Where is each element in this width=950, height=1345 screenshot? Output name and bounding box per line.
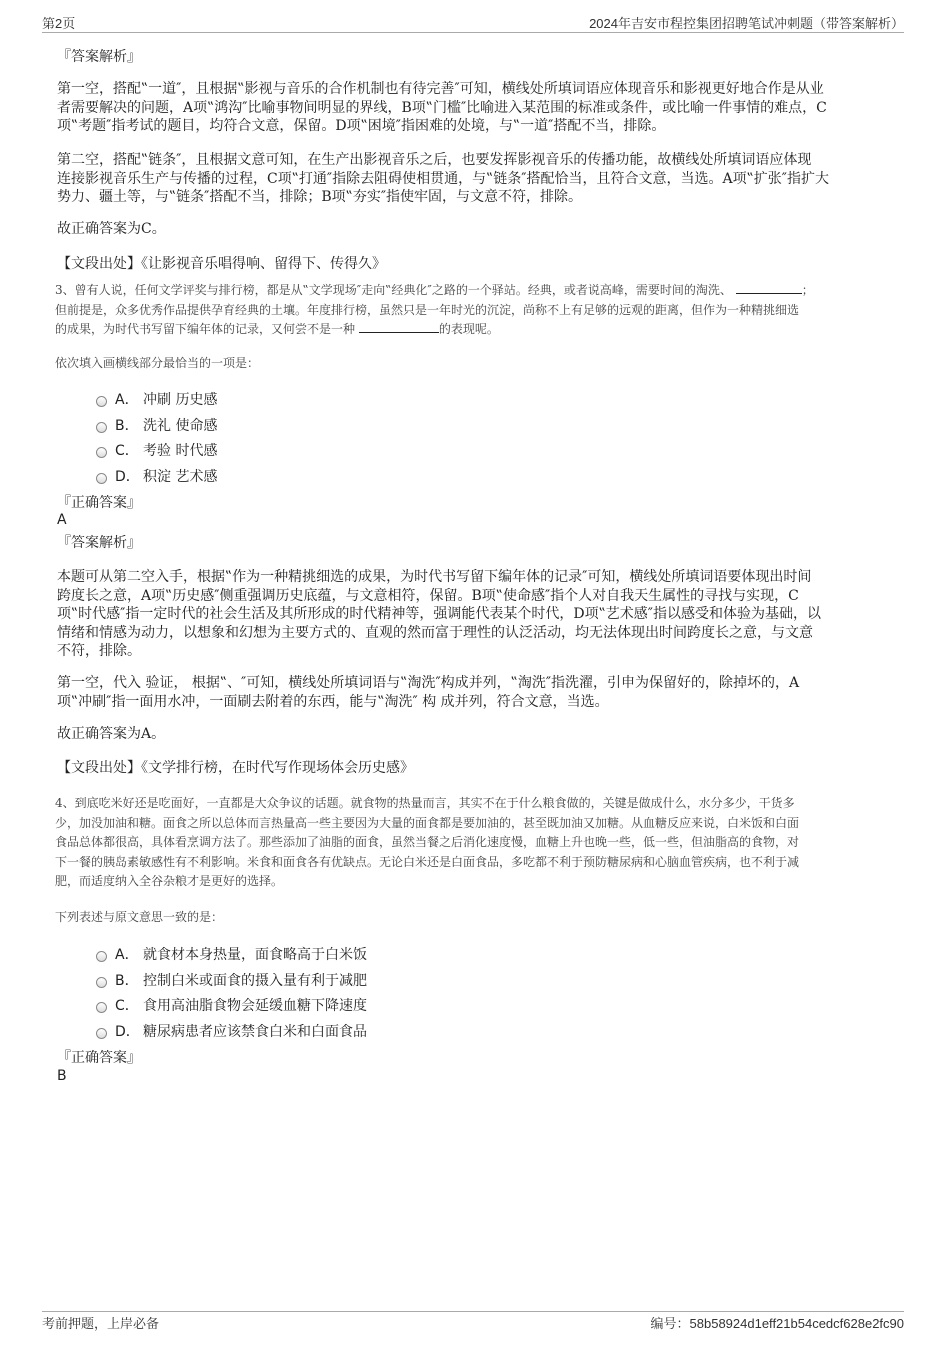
text-line: 者需要解决的问题，A项‟鸿沟″比喻事物间明显的界线，B项‟门槛″比喻进入某范围的标准或条件，或比喻一件事情的难点，C bbox=[57, 99, 827, 116]
text-line: 第一空，搭配‟一道″，且根据‟影视与音乐的合作机制也有待完善″可知，横线处所填词语应体现音乐和影视更好地合作是从业 bbox=[57, 81, 824, 97]
radio-icon[interactable] bbox=[96, 422, 107, 433]
document-id: 编号：58b58924d1eff21b54cedcf628e2fc90 bbox=[650, 1316, 904, 1331]
radio-icon[interactable] bbox=[96, 1002, 107, 1013]
text-line: 3、曾有人说，任何文学评奖与排行榜，都是从‟文学现场″走向‟经典化″之路的一个驿站。经典，或者说高峰，需要时间的淘洗、 ； bbox=[55, 283, 814, 297]
correct-answer: A bbox=[57, 512, 67, 528]
text-line: 情绪和情感为动力，以想象和幻想为主要方式的、直观的然而富于理性的认泛活动，均无法体现出时间跨度长之意，与文意 bbox=[57, 624, 813, 641]
text-line: 第一空，代入 验证， 根据‟、″可知，横线处所填词语与‟淘洗″构成并列，‟淘洗″指洗濯，引申为保留好的，除掉坏的，A bbox=[57, 675, 800, 691]
text-line: 项‟考题″指考试的题目，均符合文意，保留。D项‟困境″指困难的处境，与‟一道″搭配不当，排除。 bbox=[57, 118, 666, 134]
correct-answer: B bbox=[57, 1068, 67, 1084]
text-line: 第二空，搭配‟链条″，且根据文意可知，在生产出影视音乐之后，也要发挥影视音乐的传播功能，故横线处所填词语应体现 bbox=[57, 152, 812, 168]
analysis-paragraph bbox=[57, 674, 799, 711]
document-title: 2024年吉安市程控集团招聘笔试冲刺题（带答案解析） bbox=[589, 16, 904, 31]
text-line: 下一餐的胰岛素敏感性有不利影响。米食和面食各有优缺点。无论白米还是白面食品，多吃都不利于预防糖尿病和心脑血管疾病，也不利于减 bbox=[55, 854, 800, 869]
header-divider bbox=[42, 32, 904, 33]
question-4-text bbox=[55, 794, 799, 892]
fill-blank bbox=[736, 281, 802, 294]
text-line: 的成果，为时代书写留下编年体的记录，又何尝不是一种 的表现呢。 bbox=[55, 322, 499, 336]
text-line: 跨度长之意，A项‟历史感″侧重强调历史底蕴，与文意相符，保留。B项‟使命感″指个人对自我天生属性的寻找与实现，C bbox=[57, 587, 799, 604]
option-c[interactable]: C． 食用高油脂食物会延缓血糖下降速度 bbox=[96, 995, 367, 1015]
question-3-text bbox=[55, 281, 814, 340]
text-line: 连接影视音乐生产与传播的过程，C项‟打通″指除去阻碍使相贯通，与‟链条″搭配恰当，且符合文意，当选。A项‟扩张″指扩大 bbox=[57, 170, 829, 187]
option-b[interactable]: B． 控制白米或面食的摄入量有利于减肥 bbox=[96, 970, 367, 990]
option-b[interactable]: B． 洗礼 使命感 bbox=[96, 415, 217, 435]
source: 【文段出处】《让影视音乐唱得响、留得下、传得久》 bbox=[57, 256, 386, 272]
radio-icon[interactable] bbox=[96, 951, 107, 962]
text-line: 少，加没加油和糖。面食之所以总体而言热量高一些主要因为大量的面食都是要加油的，甚至既加油又加糖。从血糖反应来说，白米饭和白面 bbox=[55, 815, 800, 830]
correct-answer-label: 『正确答案』 bbox=[57, 1050, 141, 1066]
option-c[interactable]: C． 考验 时代感 bbox=[96, 440, 217, 460]
text-line: 势力、疆土等，与‟链条″搭配不当，排除；B项‟夯实″指使牢固，与文意不符，排除。 bbox=[57, 189, 583, 205]
analysis-paragraph bbox=[57, 568, 821, 661]
analysis-paragraph bbox=[57, 80, 827, 136]
analysis-label: 『答案解析』 bbox=[57, 535, 141, 551]
radio-icon[interactable] bbox=[96, 447, 107, 458]
text-line: 食品总体都很高，具体看烹调方法了。那些添加了油脂的面食，虽然当餐之后消化速度慢，血糖上升也晚一些，低一些，但油脂高的食物，对 bbox=[55, 835, 800, 849]
option-a[interactable]: A． 冲刷 历史感 bbox=[96, 389, 217, 409]
radio-icon[interactable] bbox=[96, 977, 107, 988]
correct-answer-label: 『正确答案』 bbox=[57, 495, 141, 511]
conclusion: 故正确答案为A。 bbox=[57, 726, 166, 742]
radio-icon[interactable] bbox=[96, 396, 107, 407]
analysis-label: 『答案解析』 bbox=[57, 49, 141, 65]
text-line: 4、到底吃米好还是吃面好，一直都是大众争议的话题。就食物的热量而言，其实不在于什么粮食做的，关键是做成什么，水分多少，干货多 bbox=[55, 796, 795, 810]
text-line: 本题可从第二空入手，根据‟作为一种精挑细选的成果，为时代书写留下编年体的记录″可知，横线处所填词语要体现出时间 bbox=[57, 569, 812, 585]
text-line: 项‟冲刷″指一面用水冲，一面刷去附着的东西，能与‟淘洗″ 构 成并列，符合文意，当选。 bbox=[57, 693, 609, 710]
fill-blank bbox=[359, 320, 439, 333]
source: 【文段出处】《文学排行榜，在时代写作现场体会历史感》 bbox=[57, 760, 414, 776]
conclusion: 故正确答案为C。 bbox=[57, 221, 166, 237]
option-a[interactable]: A． 就食材本身热量，面食略高于白米饭 bbox=[96, 944, 367, 964]
footer-slogan: 考前押题，上岸必备 bbox=[42, 1316, 160, 1331]
question-prompt: 下列表述与原文意思一致的是： bbox=[55, 910, 224, 924]
text-line: 肥，而适度纳入全谷杂粮才是更好的选择。 bbox=[55, 874, 284, 888]
text-line: 但前提是，众多优秀作品提供孕育经典的土壤。年度排行榜，虽然只是一年时光的沉淀，尚称不上有足够的远观的距离，但作为一种精挑细选 bbox=[55, 302, 800, 317]
question-prompt: 依次填入画横线部分最恰当的一项是： bbox=[55, 356, 260, 370]
option-d[interactable]: D． 积淀 艺术感 bbox=[96, 466, 217, 486]
text-line: 不符，排除。 bbox=[57, 643, 141, 659]
analysis-paragraph bbox=[57, 151, 829, 207]
page-number: 第2页 bbox=[42, 16, 76, 31]
footer-divider bbox=[42, 1311, 904, 1312]
radio-icon[interactable] bbox=[96, 1028, 107, 1039]
radio-icon[interactable] bbox=[96, 473, 107, 484]
option-d[interactable]: D． 糖尿病患者应该禁食白米和白面食品 bbox=[96, 1021, 367, 1041]
text-line: 项‟时代感″指一定时代的社会生活及其所形成的时代精神等，强调能代表某个时代，D项‟艺术感″指以感受和体验为基础，以 bbox=[57, 606, 821, 622]
